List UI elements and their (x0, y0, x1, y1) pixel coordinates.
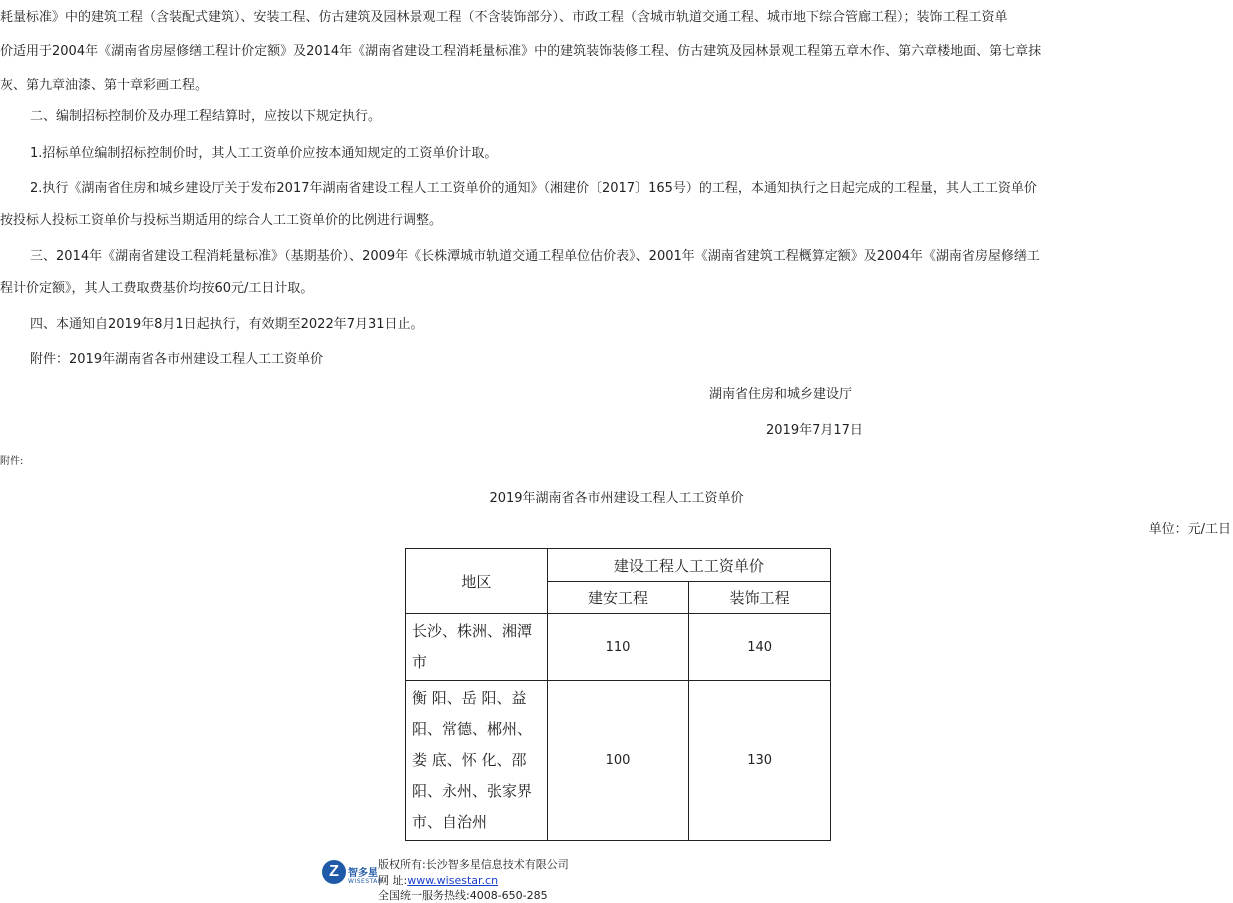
copyright-text: 版权所有:长沙智多星信息技术有限公司 (378, 858, 569, 871)
attachment-label: 附件: (0, 456, 24, 467)
paragraph-item-2-line-1: 2.执行《湖南省住房和城乡建设厅关于发布2017年湖南省建设工程人工工资单价的通知》（湘建价〔2017〕165号）的工程，本通知执行之日起完成的工程量，其人工工资单价 (30, 181, 1037, 196)
wage-table (405, 548, 831, 841)
paragraph-1: 耗量标准》中的建筑工程（含装配式建筑）、安装工程、仿古建筑及园林景观工程（不含装饰部分）、市政工程（含城市轨道交通工程、城市地下综合管廊工程）；装饰工程工资单 (0, 10, 1008, 25)
value-decoration: 140 (689, 614, 831, 681)
footer (320, 852, 640, 902)
paragraph-3: 灰、第九章油漆、第十章彩画工程。 (0, 78, 209, 93)
region-line: 娄 底、怀 化、邵 (412, 751, 527, 769)
website-label: 网 址: (378, 874, 408, 887)
value-construction: 100 (547, 681, 689, 841)
paragraph-item-1: 1.招标单位编制招标控制价时，其人工工资单价应按本通知规定的工资单价计取。 (30, 146, 498, 161)
table-row (406, 681, 831, 841)
attachment-title: 2019年湖南省各市州建设工程人工工资单价 (489, 491, 744, 506)
table-header-row (406, 549, 831, 582)
header-group: 建设工程人工工资单价 (547, 549, 830, 582)
website-link[interactable]: www.wisestar.cn (407, 874, 499, 887)
logo-en-text: WISESTAR (348, 878, 383, 885)
unit-label: 单位：元/工日 (1148, 522, 1231, 537)
header-col-construction: 建安工程 (547, 582, 689, 614)
paragraph-section-4: 四、本通知自2019年8月1日起执行，有效期至2022年7月31日止。 (30, 317, 424, 332)
region-line: 阳、永州、张家界 (412, 782, 533, 800)
paragraph-section-3-line-2: 程计价定额》，其人工费取费基价均按60元/工日计取。 (0, 281, 314, 296)
region-line: 衡 阳、岳 阳、益 (412, 689, 527, 707)
table-row (406, 614, 831, 681)
region-line: 长沙、株洲、湘潭 (412, 622, 533, 640)
paragraph-section-3-line-1: 三、2014年《湖南省建设工程消耗量标准》（基期基价）、2009年《长株潭城市轨道交通工程单位估价表》、2001年《湖南省建筑工程概算定额》及2004年《湖南省房屋修缮工 (30, 249, 1040, 264)
region-line: 市、自治州 (412, 813, 488, 831)
value-construction: 110 (547, 614, 689, 681)
attachment-reference: 附件：2019年湖南省各市州建设工程人工工资单价 (30, 352, 324, 367)
logo-letter: Z (329, 863, 339, 880)
region-cell (406, 614, 548, 681)
hotline-text: 全国统一服务热线:4008-650-285 (378, 889, 548, 902)
signature-dept: 湖南省住房和城乡建设厅 (709, 387, 853, 402)
header-region: 地区 (406, 549, 548, 614)
region-line: 阳、常德、郴州、 (412, 720, 533, 738)
header-col-decoration: 装饰工程 (689, 582, 831, 614)
value-decoration: 130 (689, 681, 831, 841)
region-cell (406, 681, 548, 841)
paragraph-2: 价适用于2004年《湖南省房屋修缮工程计价定额》及2014年《湖南省建设工程消耗量标准》中的建筑装饰装修工程、仿古建筑及园林景观工程第五章木作、第六章楼地面、第七章抹 (0, 44, 1042, 59)
paragraph-section-2: 二、编制招标控制价及办理工程结算时，应按以下规定执行。 (30, 109, 382, 124)
website-line (378, 872, 498, 888)
region-line: 市 (412, 653, 428, 671)
logo-cn-text: 智多星 (348, 868, 378, 879)
paragraph-item-2-line-2: 按投标人投标工资单价与投标当期适用的综合人工工资单价的比例进行调整。 (0, 213, 443, 228)
signature-date: 2019年7月17日 (766, 423, 863, 438)
